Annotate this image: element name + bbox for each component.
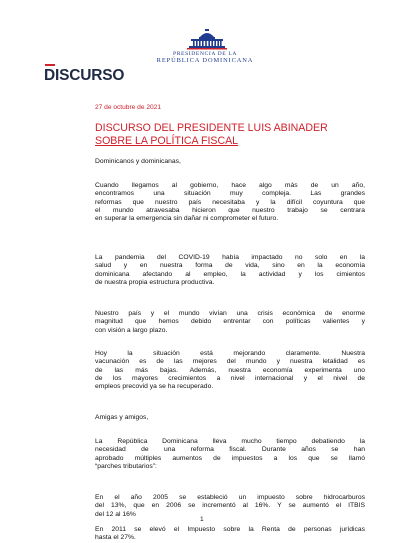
paragraph-line: dominicana afectando al empleo, la actividad y los cimientos [95, 270, 365, 278]
paragraph-line: En 2011 se elevó el Impuesto sobre la Renta de personas jurídicas [95, 526, 365, 533]
section-heading-text: DISCURSO [44, 67, 125, 84]
paragraph-line: Amigas y amigos, [95, 414, 149, 421]
document-date: 27 de octubre de 2021 [95, 104, 161, 111]
paragraph-line: aprobado múltiples aumentos de impuestos a los que se llamó [95, 454, 365, 462]
paragraph-line: de nuestra propia estructura productiva. [95, 278, 215, 286]
speech-paragraph [95, 254, 365, 287]
republica-label: REPÚBLICA DOMINICANA [156, 57, 254, 64]
speech-paragraph [95, 414, 365, 422]
paragraph-line: La República Dominicana lleva mucho tiempo debatiendo la [95, 438, 365, 445]
accent-bar [45, 64, 55, 66]
title-line-1: DISCURSO DEL PRESIDENTE LUIS ABINADER [95, 122, 328, 134]
palace-emblem-icon [185, 28, 229, 50]
paragraph-line: Dominicanos y dominicanas, [95, 158, 181, 165]
paragraph-line: reformas que nuestro país necesitaba y la difícil coyuntura que [95, 198, 365, 206]
paragraph-line: vacunación es de las mejores del mundo y nuestra letalidad es [95, 358, 365, 366]
paragraph-line: magnitud que hemos debido entrentar con políticas valientes y [95, 318, 365, 326]
speech-paragraph [95, 182, 365, 223]
paragraph-line: necesidad de una reforma fiscal. Durante años se han [95, 446, 365, 454]
paragraph-line: Hoy la situación está mejorando claramente. Nuestra [95, 350, 365, 357]
speech-paragraph [95, 526, 365, 543]
speech-paragraph [95, 350, 365, 391]
paragraph-line: salud y en nuestra forma de vida, sino en la economía [95, 262, 365, 270]
document-title [95, 122, 375, 147]
paragraph-line: empleos precovid ya se ha recuperado. [95, 383, 214, 390]
paragraph-line: el mundo atravesaba hicieron que nuestro trabajo se centrara [95, 206, 365, 214]
paragraph-line: Cuando llegamos al gobierno, hace algo más de un año, [95, 182, 365, 189]
speech-paragraph [95, 438, 365, 471]
title-line-2: SOBRE LA POLÍTICA FISCAL [95, 134, 239, 147]
paragraph-line: en superar la emergencia sin dañar ni comprometer el futuro. [95, 215, 279, 222]
paragraph-line: del 13%, que en 2006 se incrementó al 16%. Y se aumentó el ITBIS [95, 502, 365, 510]
paragraph-line: de los mayores crecimientos a nivel internacional y el nivel de [95, 374, 365, 382]
speech-paragraph [95, 494, 365, 519]
paragraph-line: “parches tributarios”: [95, 462, 157, 470]
section-heading [44, 67, 124, 85]
paragraph-line: hasta el 27%. [95, 534, 136, 542]
paragraph-line: encontramos una situación muy compleja. Las grandes [95, 190, 365, 198]
paragraph-line: con visión a largo plazo. [95, 326, 168, 334]
presidencia-label: PRESIDENCIA DE LA [173, 51, 237, 57]
speech-paragraph [95, 158, 365, 166]
paragraph-line: En el año 2005 se estableció un impuesto sobre hidrocarburos [95, 494, 365, 501]
paragraph-line: Nuestro país y el mundo vivían una crisis económica de enorme [95, 310, 365, 317]
paragraph-line: La pandemia del COVID-19 había impactado no solo en la [95, 254, 365, 261]
paragraph-line: del 12 al 16% [95, 510, 136, 518]
page-number: 1 [200, 516, 204, 523]
paragraph-line: de las más bajas. Además, nuestra economía experimenta uno [95, 366, 365, 374]
speech-paragraph [95, 310, 365, 335]
